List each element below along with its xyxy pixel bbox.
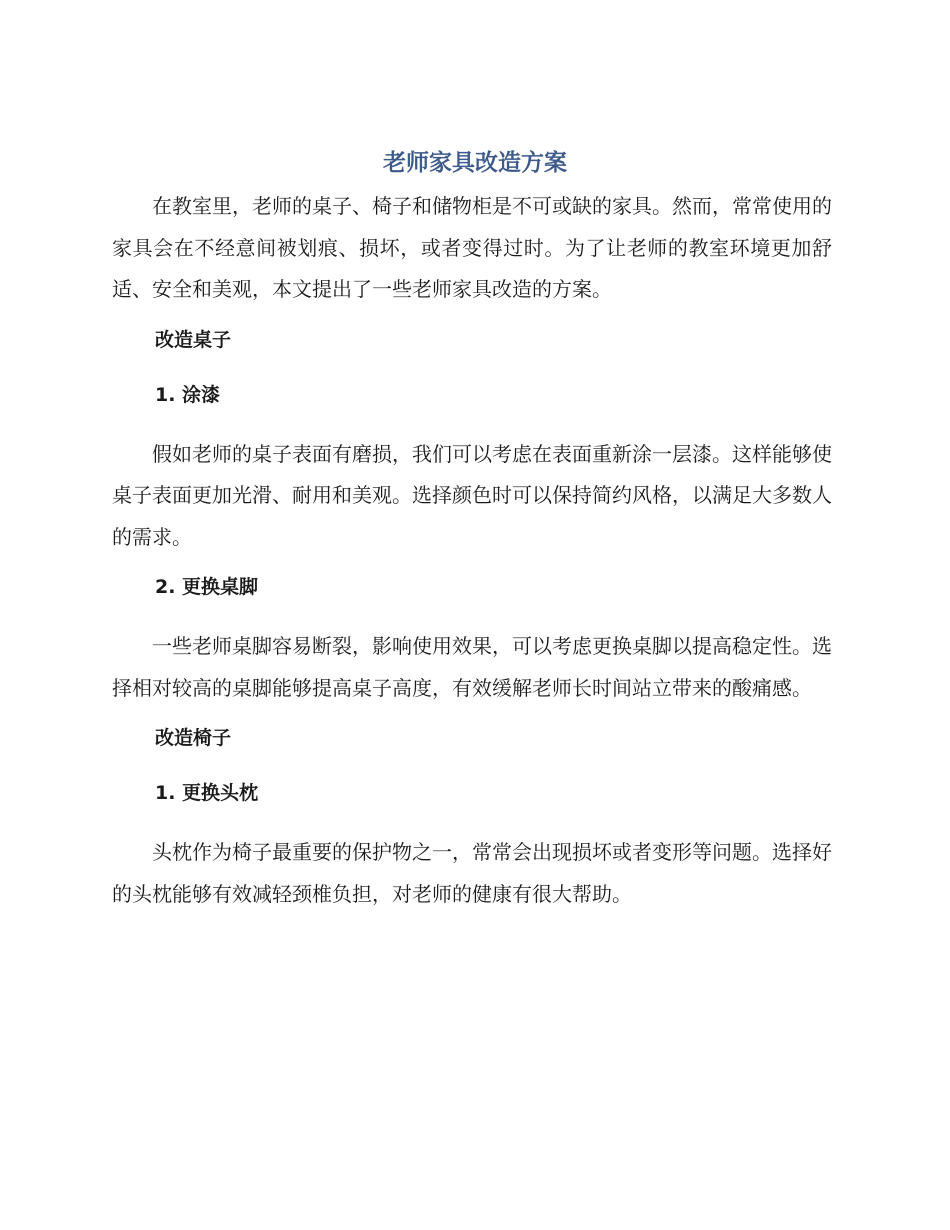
subheading-desk-legs: 2. 更换桌脚 — [155, 576, 259, 598]
subheading-paint: 1. 涂漆 — [155, 383, 221, 406]
intro-paragraph: 在教室里，老师的桌子、椅子和储物柜是不可或缺的家具。然而，常常使用的家具会在不经意间被划痕、损坏，或者变得过时。为了让老师的教室环境更加舒适、安全和美观，本文提出了一些老师家具改造的方案。 — [112, 194, 832, 301]
paragraph-paint: 假如老师的桌子表面有磨损，我们可以考虑在表面重新涂一层漆。这样能够使桌子表面更加光滑、耐用和美观。选择颜色时可以保持简约风格，以满足大多数人的需求。 — [112, 441, 832, 549]
subheading-headrest: 1. 更换头枕 — [155, 782, 259, 804]
paragraph-desk-legs: 一些老师桌脚容易断裂，影响使用效果，可以考虑更换桌脚以提高稳定性。选择相对较高的桌脚能够提高桌子高度，有效缓解老师长时间站立带来的酸痛感。 — [112, 634, 832, 700]
document-title: 老师家具改造方案 — [383, 150, 567, 176]
section-heading-desk: 改造桌子 — [155, 328, 232, 351]
paragraph-headrest: 头枕作为椅子最重要的保护物之一，常常会出现损坏或者变形等问题。选择好的头枕能够有效减轻颈椎负担，对老师的健康有很大帮助。 — [112, 840, 832, 906]
section-heading-chair: 改造椅子 — [155, 727, 232, 749]
document-body — [112, 186, 832, 915]
